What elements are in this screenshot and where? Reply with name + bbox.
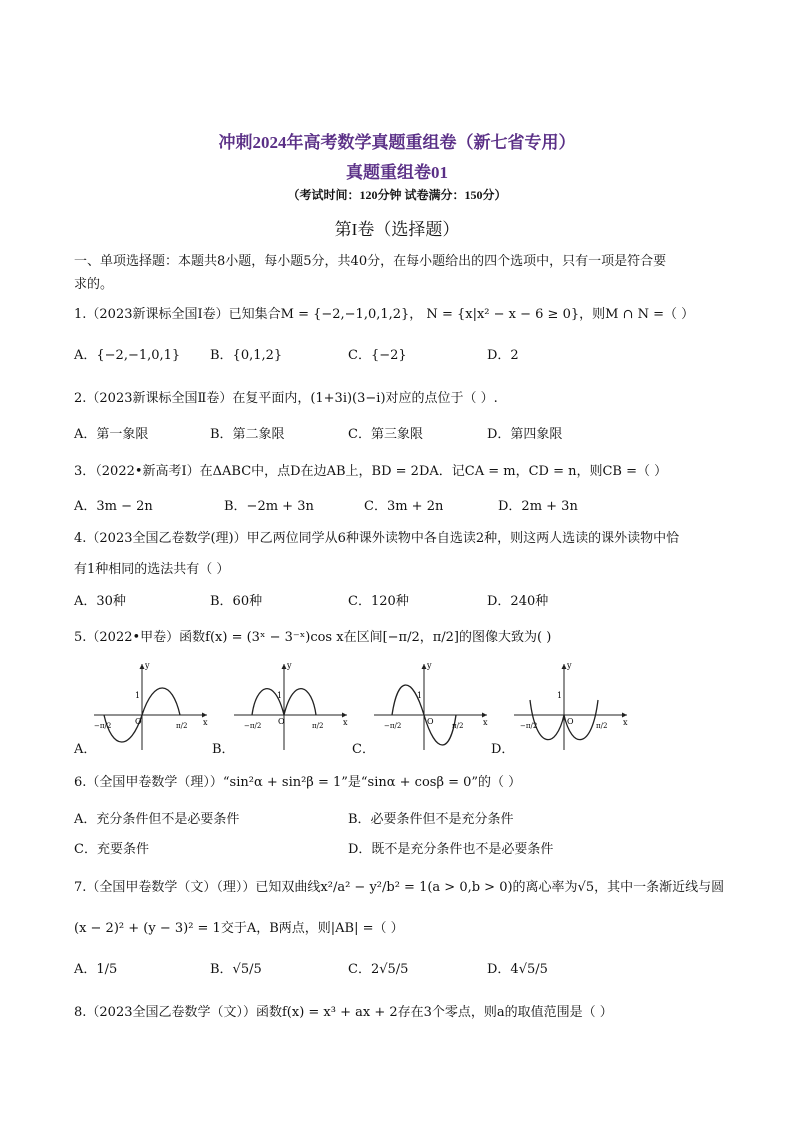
question-5-stem: 5.（2022•甲卷）函数f(x) = (3ˣ − 3⁻ˣ)cos x在区间[−π/2，π/2]的图像大致为( ): [74, 630, 552, 645]
graph-d-neg-half-pi: −π/2: [520, 722, 538, 730]
question-2-option-b: B．第二象限: [210, 427, 285, 442]
graph-c-half-pi: π/2: [452, 722, 464, 730]
graph-option-d: [512, 660, 632, 756]
question-7-stem-line-2: (x − 2)² + (y − 3)² = 1交于A，B两点，则|AB| =（ ）: [74, 921, 404, 936]
graph-c-x-label: x: [483, 718, 488, 727]
graph-b-x-label: x: [343, 718, 348, 727]
question-5-option-b: B．: [212, 742, 235, 757]
instructions-line-1: 一、单项选择题：本题共8小题，每小题5分，共40分，在每小题给出的四个选项中，只有一项是符合要: [74, 254, 667, 269]
graph-c-neg-half-pi: −π/2: [384, 722, 402, 730]
graph-a-origin: O: [135, 717, 142, 726]
question-6-option-a: A．充分条件但不是必要条件: [74, 812, 240, 827]
question-7-stem-line-1: 7.（全国甲卷数学（文）（理））已知双曲线x²/a² − y²/b² = 1(a > 0,b > 0)的离心率为√5，其中一条渐近线与圆: [74, 880, 725, 895]
question-4-stem-line-1: 4.（2023全国乙卷数学(理)）甲乙两位同学从6种课外读物中各自选读2种，则这两人选读的课外读物中恰: [74, 531, 680, 546]
question-4-option-a: A．30种: [74, 594, 126, 609]
graph-option-b: [232, 660, 352, 756]
question-4-stem-line-2: 有1种相同的选法共有（ ）: [74, 562, 230, 577]
question-3-option-d: D．2m + 3n: [498, 499, 578, 514]
question-3-stem: 3．（2022•新高考Ⅰ）在ΔABC中，点D在边AB上，BD = 2DA．记CA = m，CD = n，则CB =（ ）: [74, 464, 668, 479]
question-7-option-b: B．√5/5: [210, 962, 262, 977]
graph-a-half-pi: π/2: [176, 722, 188, 730]
question-4-option-c: C．120种: [348, 594, 409, 609]
question-5-option-c: C．: [352, 742, 375, 757]
graph-d-y-label: y: [567, 661, 572, 670]
question-1-option-d: D．2: [487, 348, 519, 363]
question-4-option-d: D．240种: [487, 594, 549, 609]
question-6-stem: 6.（全国甲卷数学（理））“sin²α + sin²β = 1”是“sinα + cosβ = 0”的（ ）: [74, 775, 522, 790]
question-6-option-c: C．充要条件: [74, 842, 149, 857]
graph-c-y-label: y: [427, 661, 432, 670]
instructions-line-2: 求的。: [74, 277, 114, 292]
question-8-stem: 8.（2023全国乙卷数学（文））函数f(x) = x³ + ax + 2存在3个零点，则a的取值范围是（ ）: [74, 1005, 613, 1020]
graph-b-y-label: y: [287, 661, 292, 670]
graph-d-origin: O: [567, 717, 574, 726]
question-7-option-a: A．1/5: [74, 962, 118, 977]
question-2-option-c: C．第三象限: [348, 427, 423, 442]
question-5-option-d: D．: [491, 742, 515, 757]
question-2-stem: 2.（2023新课标全国Ⅱ卷）在复平面内，(1+3i)(3−i)对应的点位于（ ）.: [74, 391, 498, 406]
graph-a-x-label: x: [203, 718, 208, 727]
question-6-option-b: B．必要条件但不是充分条件: [348, 812, 514, 827]
question-4-option-b: B．60种: [210, 594, 263, 609]
graph-b-half-pi: π/2: [312, 722, 324, 730]
question-2-option-a: A．第一象限: [74, 427, 149, 442]
graph-option-a: [92, 660, 212, 756]
graph-c-one: 1: [417, 691, 423, 700]
graph-c-origin: O: [427, 717, 434, 726]
question-7-option-d: D．4√5/5: [487, 962, 548, 977]
graph-b-origin: O: [278, 717, 285, 726]
question-7-option-c: C．2√5/5: [348, 962, 409, 977]
graph-b-one: 1: [277, 691, 283, 700]
question-3-option-a: A．3m − 2n: [74, 499, 153, 514]
question-2-option-d: D．第四象限: [487, 427, 563, 442]
graph-b-neg-half-pi: −π/2: [244, 722, 262, 730]
paper-title: 冲刺2024年高考数学真题重组卷（新七省专用）: [218, 133, 576, 152]
question-5-option-a: A．: [74, 742, 97, 757]
question-3-option-c: C．3m + 2n: [364, 499, 444, 514]
section-heading: 第I卷（选择题）: [334, 220, 460, 239]
graph-a-y-label: y: [145, 661, 150, 670]
graph-d-one: 1: [557, 691, 563, 700]
question-1-stem: 1.（2023新课标全国Ⅰ卷）已知集合M = {−2,−1,0,1,2}， N = {x|x² − x − 6 ≥ 0}，则M ∩ N =（ ）: [74, 307, 695, 322]
graph-a-neg-half-pi: −π/2: [94, 722, 112, 730]
graph-option-c: [372, 660, 492, 756]
graph-d-x-label: x: [623, 718, 628, 727]
graph-a-one: 1: [135, 691, 141, 700]
question-3-option-b: B．−2m + 3n: [224, 499, 314, 514]
question-1-option-b: B．{0,1,2}: [210, 348, 283, 363]
exam-info: （考试时间：120分钟 试卷满分：150分）: [287, 188, 507, 202]
paper-subtitle: 真题重组卷01: [346, 163, 448, 182]
question-1-option-c: C．{−2}: [348, 348, 407, 363]
question-1-option-a: A．{−2,−1,0,1}: [74, 348, 181, 363]
graph-d-half-pi: π/2: [596, 722, 608, 730]
question-6-option-d: D．既不是充分条件也不是必要条件: [348, 842, 554, 857]
